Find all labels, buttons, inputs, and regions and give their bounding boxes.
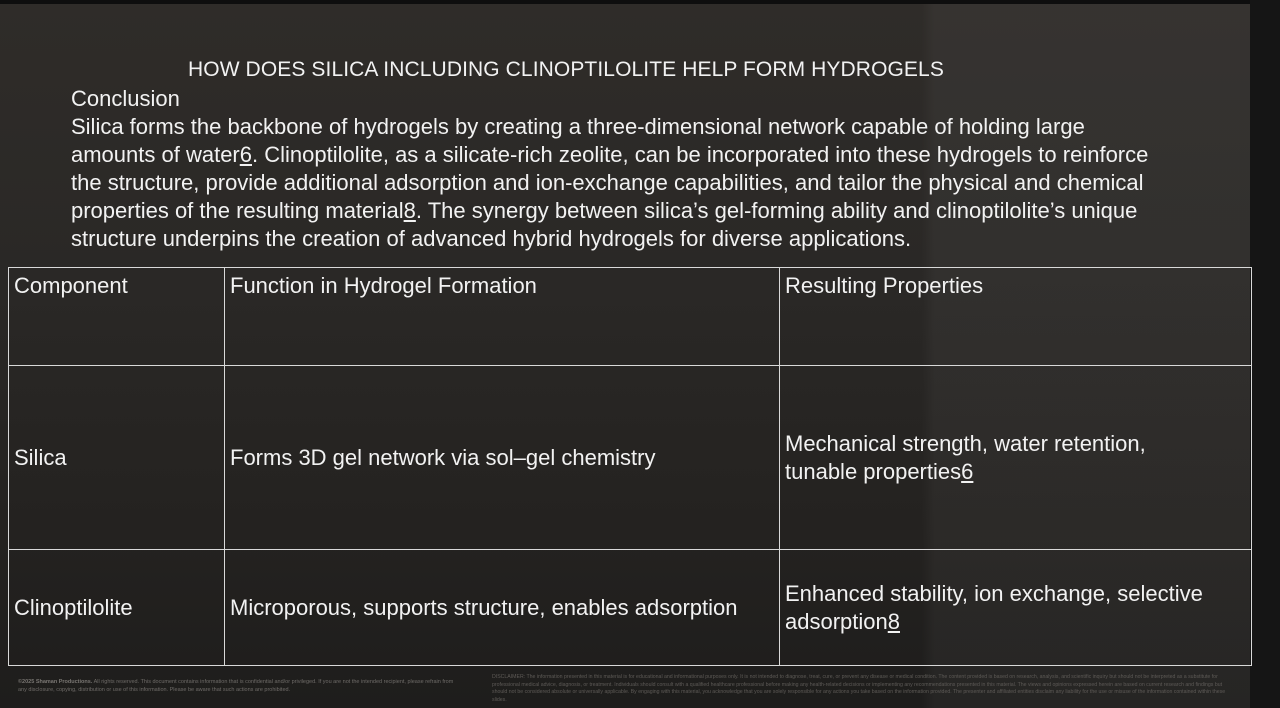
conclusion-text: the structure, provide additional adsorption and ion-exchange capabilities, and tailor the physical and chemical	[71, 170, 1144, 195]
copyright-text: All rights reserved. This document contains information that is confidential and/or privileged. If you are not the intended recipient, please refrain from any disclosure, copying, distribution or use of this information. Please be aware that such actions are prohibited.	[18, 679, 454, 693]
properties-text: tunable properties	[785, 458, 962, 484]
table-row	[9, 550, 1252, 666]
properties-text: adsorption	[785, 608, 888, 634]
conclusion-line	[71, 169, 1221, 197]
table-row	[9, 366, 1252, 550]
copyright-notice	[18, 678, 458, 694]
header-function: Function in Hydrogel Formation	[225, 268, 780, 366]
conclusion-text: Silica forms the backbone of hydrogels by creating a three-dimensional network capable of holding large	[71, 114, 1085, 139]
conclusion-text: . Clinoptilolite, as a silicate-rich zeolite, can be incorporated into these hydrogels to reinforce	[252, 142, 1149, 167]
header-properties: Resulting Properties	[780, 268, 1252, 366]
top-edge-band	[0, 0, 1280, 4]
conclusion-heading: Conclusion	[71, 86, 180, 111]
citation-link[interactable]: 6	[961, 458, 974, 484]
conclusion-line	[71, 225, 1221, 253]
cell-component: Clinoptilolite	[9, 550, 225, 666]
conclusion-text: properties of the resulting material	[71, 198, 404, 223]
conclusion-text: structure underpins the creation of advanced hybrid hydrogels for diverse applications.	[71, 226, 912, 251]
citation-link[interactable]: 8	[887, 608, 900, 634]
copyright-brand: ©2025 Shaman Productions.	[18, 679, 93, 685]
component-table	[8, 267, 1252, 666]
cell-function: Forms 3D gel network via sol–gel chemistry	[225, 366, 780, 550]
right-edge-band	[1250, 0, 1280, 708]
cell-properties	[780, 550, 1252, 666]
conclusion-paragraph	[71, 113, 1221, 253]
properties-text: Enhanced stability, ion exchange, selective	[785, 580, 1203, 606]
citation-link[interactable]: 6	[239, 142, 252, 167]
conclusion-line	[71, 197, 1221, 225]
conclusion-text: . The synergy between silica’s gel-forming ability and clinoptilolite’s unique	[415, 198, 1138, 223]
cell-component: Silica	[9, 366, 225, 550]
cell-function: Microporous, supports structure, enables adsorption	[225, 550, 780, 666]
conclusion-line	[71, 141, 1221, 169]
conclusion-text: amounts of water	[71, 142, 240, 167]
properties-text: Mechanical strength, water retention,	[785, 430, 1146, 456]
header-component: Component	[9, 268, 225, 366]
slide-title: HOW DOES SILICA INCLUDING CLINOPTILOLITE HELP FORM HYDROGELS	[188, 58, 944, 81]
cell-properties	[780, 366, 1252, 550]
conclusion-line	[71, 113, 1221, 141]
citation-link[interactable]: 8	[403, 198, 416, 223]
disclaimer-text: DISCLAIMER: The information presented in this material is for educational and informational purposes only. It is not intended to diagnose, treat, cure, or prevent any disease or medical condition. The content provided is based on research, analysis, and scientific inquiry but should not be interpreted as a substitute for professional medical advice, diagnosis, or treatment. Individuals should consult with a qualified healthcare professional before making any health-related decisions or implementing any recommendations presented in this material. The views and opinions expressed herein are based on current research and findings but should not be considered absolute or universally applicable. By engaging with this material, you acknowledge that you are solely responsible for any actions you take based on the information provided. The presenter and affiliated entities disclaim any liability for the use or misuse of the information contained within these slides.	[492, 674, 1226, 703]
table-header-row	[9, 268, 1252, 366]
